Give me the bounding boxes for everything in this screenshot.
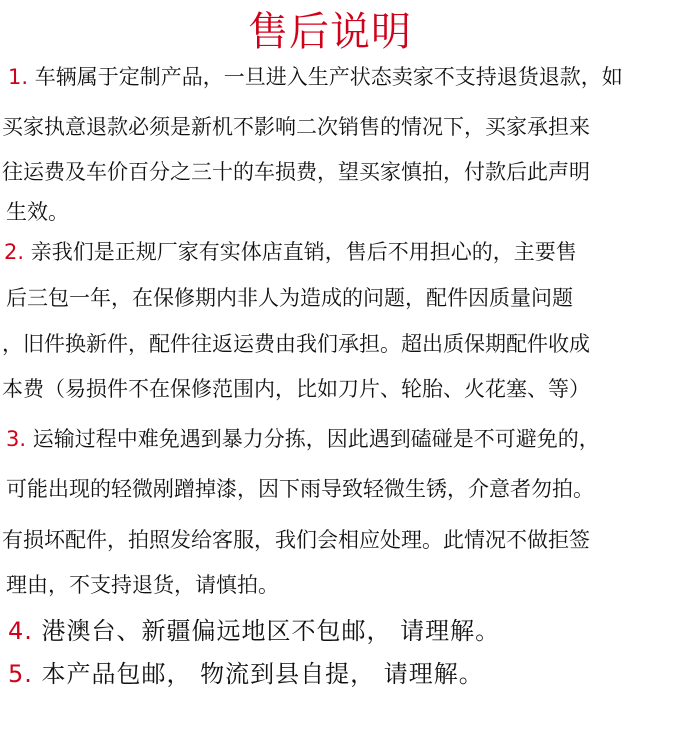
item-5-number: 5.: [8, 660, 33, 688]
item-3-line-2: [6, 475, 700, 503]
item-3-line-1: [6, 425, 700, 453]
item-2-line-4: [2, 375, 700, 403]
item-2-text-3: ，旧件换新件，配件往返运费由我们承担。超出质保期配件收成: [2, 332, 590, 356]
item-2-text-2: 后三包一年，在保修期内非人为造成的问题，配件因质量问题: [6, 286, 573, 310]
item-2-text-4: 本费（易损件不在保修范围内，比如刀片、轮胎、火花塞、等）: [2, 377, 590, 401]
item-5-line-1: [8, 660, 700, 688]
item-3-text-2: 可能出现的轻微剐蹭掉漆，因下雨导致轻微生锈，介意者勿拍。: [6, 477, 594, 501]
item-3-number: 3.: [6, 427, 27, 451]
item-1-text-4: 生效。: [6, 200, 69, 224]
item-1-text-2: 买家执意退款必须是新机不影响二次销售的情况下，买家承担来: [2, 115, 590, 139]
item-1-number: 1.: [8, 65, 29, 89]
item-1-line-4: [6, 198, 700, 226]
item-2-line-3: [2, 330, 700, 358]
item-1-text-3: 往运费及车价百分之三十的车损费，望买家慎拍，付款后此声明: [2, 160, 590, 184]
item-1-text-1: 车辆属于定制产品，一旦进入生产状态卖家不支持退货退款，如: [34, 65, 623, 89]
item-2-line-1: [4, 238, 700, 266]
item-1-line-3: [2, 158, 700, 186]
item-2-line-2: [6, 284, 700, 312]
item-4-number: 4.: [8, 617, 33, 645]
item-3-text-3: 有损坏配件，拍照发给客服，我们会相应处理。此情况不做拒签: [2, 528, 590, 552]
item-3-line-4: [6, 571, 700, 599]
item-3-text-4: 理由，不支持退货，请慎拍。: [6, 573, 279, 597]
item-1-line-2: [2, 113, 700, 141]
item-1-line-1: [8, 63, 700, 91]
item-3-line-3: [2, 526, 700, 554]
item-2-text-1: 亲我们是正规厂家有实体店直销，售后不用担心的，主要售: [30, 240, 577, 264]
item-2-number: 2.: [4, 240, 25, 264]
item-4-line-1: [8, 617, 700, 645]
item-5-text-1: 本产品包邮， 物流到县自提， 请理解。: [41, 660, 484, 688]
item-4-text-1: 港澳台、新疆偏远地区不包邮， 请理解。: [41, 617, 501, 645]
page-title: 售后说明: [248, 9, 412, 55]
item-3-text-1: 运输过程中难免遇到暴力分拣，因此遇到磕碰是不可避免的，: [32, 427, 600, 451]
